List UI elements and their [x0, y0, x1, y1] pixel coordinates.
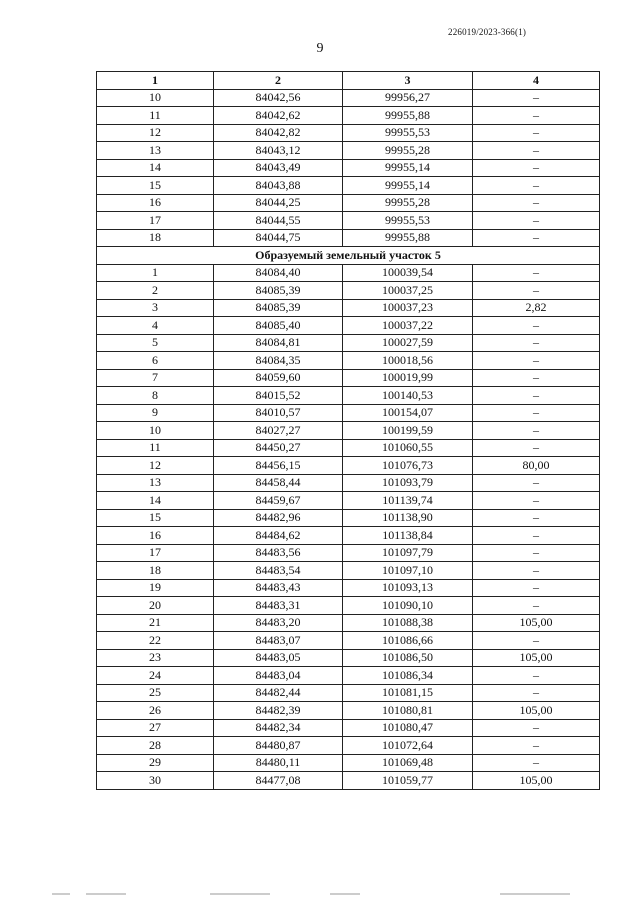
- table-row: [97, 159, 600, 177]
- table-row: [97, 597, 600, 615]
- cell-x-coordinate: 84482,44: [214, 684, 343, 702]
- cell-radius: –: [473, 684, 600, 702]
- cell-x-coordinate: 84015,52: [214, 387, 343, 405]
- table-row: [97, 719, 600, 737]
- cell-x-coordinate: 84042,56: [214, 89, 343, 107]
- cell-y-coordinate: 101076,73: [343, 457, 473, 475]
- cell-x-coordinate: 84044,75: [214, 229, 343, 247]
- section-title: Образуемый земельный участок 5: [97, 247, 600, 265]
- cell-y-coordinate: 101097,79: [343, 544, 473, 562]
- cell-point-number: 17: [97, 544, 214, 562]
- table-row: [97, 422, 600, 440]
- cell-y-coordinate: 101080,81: [343, 702, 473, 720]
- cell-x-coordinate: 84084,40: [214, 264, 343, 282]
- cell-point-number: 5: [97, 334, 214, 352]
- cell-x-coordinate: 84477,08: [214, 772, 343, 790]
- page-number: 9: [316, 41, 324, 56]
- cell-radius: –: [473, 107, 600, 125]
- table-row: [97, 264, 600, 282]
- cell-radius: –: [473, 544, 600, 562]
- cell-y-coordinate: 101069,48: [343, 754, 473, 772]
- cell-radius: –: [473, 89, 600, 107]
- cell-point-number: 26: [97, 702, 214, 720]
- cell-radius: –: [473, 264, 600, 282]
- cell-y-coordinate: 100140,53: [343, 387, 473, 405]
- cell-x-coordinate: 84459,67: [214, 492, 343, 510]
- cell-radius: –: [473, 369, 600, 387]
- cell-point-number: 18: [97, 562, 214, 580]
- table-row: [97, 282, 600, 300]
- cell-point-number: 9: [97, 404, 214, 422]
- cell-x-coordinate: 84042,82: [214, 124, 343, 142]
- cell-y-coordinate: 101088,38: [343, 614, 473, 632]
- table-row: [97, 89, 600, 107]
- cell-y-coordinate: 101086,50: [343, 649, 473, 667]
- cell-y-coordinate: 101090,10: [343, 597, 473, 615]
- cell-radius: –: [473, 212, 600, 230]
- cell-x-coordinate: 84458,44: [214, 474, 343, 492]
- cell-radius: –: [473, 737, 600, 755]
- cell-y-coordinate: 101059,77: [343, 772, 473, 790]
- cell-x-coordinate: 84450,27: [214, 439, 343, 457]
- cell-x-coordinate: 84010,57: [214, 404, 343, 422]
- cell-point-number: 4: [97, 317, 214, 335]
- cell-x-coordinate: 84085,39: [214, 299, 343, 317]
- cell-point-number: 20: [97, 597, 214, 615]
- table-row: [97, 562, 600, 580]
- cell-radius: –: [473, 317, 600, 335]
- table-row: [97, 492, 600, 510]
- cell-point-number: 10: [97, 89, 214, 107]
- cell-x-coordinate: 84484,62: [214, 527, 343, 545]
- cell-radius: –: [473, 422, 600, 440]
- table-row: [97, 124, 600, 142]
- cell-point-number: 12: [97, 124, 214, 142]
- cell-y-coordinate: 101086,66: [343, 632, 473, 650]
- cell-radius: –: [473, 352, 600, 370]
- cell-radius: –: [473, 632, 600, 650]
- cell-y-coordinate: 100037,25: [343, 282, 473, 300]
- cell-y-coordinate: 101060,55: [343, 439, 473, 457]
- cell-point-number: 15: [97, 509, 214, 527]
- cell-point-number: 11: [97, 439, 214, 457]
- cell-y-coordinate: 99955,53: [343, 212, 473, 230]
- table-row: [97, 299, 600, 317]
- table-row: [97, 457, 600, 475]
- cell-x-coordinate: 84483,43: [214, 579, 343, 597]
- cell-point-number: 17: [97, 212, 214, 230]
- table-row: [97, 737, 600, 755]
- cell-y-coordinate: 101097,10: [343, 562, 473, 580]
- cell-point-number: 8: [97, 387, 214, 405]
- cell-point-number: 13: [97, 474, 214, 492]
- table-row: [97, 667, 600, 685]
- cell-radius: 105,00: [473, 772, 600, 790]
- cell-point-number: 2: [97, 282, 214, 300]
- cell-x-coordinate: 84044,25: [214, 194, 343, 212]
- cell-point-number: 7: [97, 369, 214, 387]
- cell-x-coordinate: 84456,15: [214, 457, 343, 475]
- cell-y-coordinate: 99955,14: [343, 177, 473, 195]
- cell-radius: –: [473, 509, 600, 527]
- table-row: [97, 352, 600, 370]
- cell-x-coordinate: 84027,27: [214, 422, 343, 440]
- table-row: [97, 387, 600, 405]
- cell-point-number: 22: [97, 632, 214, 650]
- cell-y-coordinate: 101139,74: [343, 492, 473, 510]
- cell-x-coordinate: 84042,62: [214, 107, 343, 125]
- cell-y-coordinate: 101093,79: [343, 474, 473, 492]
- table-row: [97, 772, 600, 790]
- cell-x-coordinate: 84483,31: [214, 597, 343, 615]
- cell-point-number: 14: [97, 159, 214, 177]
- table-row: [97, 632, 600, 650]
- cell-radius: –: [473, 667, 600, 685]
- cell-y-coordinate: 101080,47: [343, 719, 473, 737]
- cell-point-number: 19: [97, 579, 214, 597]
- cell-radius: –: [473, 404, 600, 422]
- cell-point-number: 1: [97, 264, 214, 282]
- cell-point-number: 25: [97, 684, 214, 702]
- cell-radius: –: [473, 387, 600, 405]
- cell-point-number: 21: [97, 614, 214, 632]
- cell-radius: –: [473, 229, 600, 247]
- column-header-radius: 4: [473, 72, 600, 90]
- cell-point-number: 10: [97, 422, 214, 440]
- cell-y-coordinate: 100039,54: [343, 264, 473, 282]
- table-row: [97, 527, 600, 545]
- cell-radius: –: [473, 492, 600, 510]
- cell-x-coordinate: 84043,49: [214, 159, 343, 177]
- cell-x-coordinate: 84085,39: [214, 282, 343, 300]
- column-header-x: 2: [214, 72, 343, 90]
- cell-radius: 105,00: [473, 649, 600, 667]
- cell-point-number: 6: [97, 352, 214, 370]
- cell-x-coordinate: 84482,96: [214, 509, 343, 527]
- document-number: 226019/2023-366(1): [448, 27, 527, 37]
- table-row: [97, 369, 600, 387]
- cell-x-coordinate: 84043,88: [214, 177, 343, 195]
- cell-x-coordinate: 84084,35: [214, 352, 343, 370]
- cell-radius: –: [473, 124, 600, 142]
- section-row: [97, 247, 600, 265]
- cell-point-number: 13: [97, 142, 214, 160]
- cell-point-number: 28: [97, 737, 214, 755]
- cell-point-number: 30: [97, 772, 214, 790]
- cell-point-number: 29: [97, 754, 214, 772]
- cell-y-coordinate: 100037,22: [343, 317, 473, 335]
- cell-radius: –: [473, 159, 600, 177]
- cell-y-coordinate: 100154,07: [343, 404, 473, 422]
- table-row: [97, 649, 600, 667]
- cell-radius: –: [473, 439, 600, 457]
- cell-y-coordinate: 100199,59: [343, 422, 473, 440]
- table-row: [97, 614, 600, 632]
- cell-point-number: 11: [97, 107, 214, 125]
- table-row: [97, 212, 600, 230]
- cell-point-number: 27: [97, 719, 214, 737]
- table-body: [97, 89, 600, 789]
- table-row: [97, 579, 600, 597]
- cell-x-coordinate: 84085,40: [214, 317, 343, 335]
- cell-radius: –: [473, 142, 600, 160]
- cell-y-coordinate: 99955,28: [343, 194, 473, 212]
- cell-x-coordinate: 84483,07: [214, 632, 343, 650]
- cell-x-coordinate: 84043,12: [214, 142, 343, 160]
- table-row: [97, 474, 600, 492]
- table-row: [97, 702, 600, 720]
- cell-x-coordinate: 84044,55: [214, 212, 343, 230]
- page-footer-faint-text: [0, 893, 640, 901]
- cell-x-coordinate: 84480,11: [214, 754, 343, 772]
- table-row: [97, 229, 600, 247]
- column-header-y: 3: [343, 72, 473, 90]
- cell-x-coordinate: 84084,81: [214, 334, 343, 352]
- cell-radius: –: [473, 527, 600, 545]
- cell-y-coordinate: 101081,15: [343, 684, 473, 702]
- cell-radius: –: [473, 579, 600, 597]
- cell-radius: –: [473, 334, 600, 352]
- cell-radius: 80,00: [473, 457, 600, 475]
- table-row: [97, 142, 600, 160]
- cell-radius: –: [473, 597, 600, 615]
- cell-radius: –: [473, 282, 600, 300]
- cell-x-coordinate: 84483,54: [214, 562, 343, 580]
- table-header-row: [97, 72, 600, 90]
- cell-x-coordinate: 84480,87: [214, 737, 343, 755]
- table-row: [97, 177, 600, 195]
- cell-y-coordinate: 101072,64: [343, 737, 473, 755]
- cell-radius: –: [473, 754, 600, 772]
- cell-radius: 2,82: [473, 299, 600, 317]
- cell-x-coordinate: 84059,60: [214, 369, 343, 387]
- table-row: [97, 334, 600, 352]
- table-row: [97, 404, 600, 422]
- cell-x-coordinate: 84483,04: [214, 667, 343, 685]
- cell-y-coordinate: 100018,56: [343, 352, 473, 370]
- cell-x-coordinate: 84483,20: [214, 614, 343, 632]
- table-row: [97, 754, 600, 772]
- cell-y-coordinate: 101138,84: [343, 527, 473, 545]
- table-row: [97, 194, 600, 212]
- cell-x-coordinate: 84482,34: [214, 719, 343, 737]
- cell-y-coordinate: 101086,34: [343, 667, 473, 685]
- column-header-point: 1: [97, 72, 214, 90]
- cell-point-number: 14: [97, 492, 214, 510]
- cell-radius: –: [473, 719, 600, 737]
- table-row: [97, 544, 600, 562]
- cell-y-coordinate: 99955,88: [343, 229, 473, 247]
- table-row: [97, 317, 600, 335]
- cell-y-coordinate: 99956,27: [343, 89, 473, 107]
- cell-radius: –: [473, 474, 600, 492]
- cell-y-coordinate: 99955,53: [343, 124, 473, 142]
- table-row: [97, 509, 600, 527]
- cell-point-number: 3: [97, 299, 214, 317]
- cell-x-coordinate: 84482,39: [214, 702, 343, 720]
- cell-point-number: 18: [97, 229, 214, 247]
- cell-y-coordinate: 101138,90: [343, 509, 473, 527]
- cell-x-coordinate: 84483,05: [214, 649, 343, 667]
- cell-point-number: 24: [97, 667, 214, 685]
- cell-y-coordinate: 100027,59: [343, 334, 473, 352]
- cell-y-coordinate: 101093,13: [343, 579, 473, 597]
- cell-y-coordinate: 99955,88: [343, 107, 473, 125]
- table-row: [97, 439, 600, 457]
- cell-radius: –: [473, 194, 600, 212]
- coordinates-table: [96, 71, 600, 790]
- table-row: [97, 684, 600, 702]
- cell-point-number: 16: [97, 194, 214, 212]
- cell-y-coordinate: 99955,14: [343, 159, 473, 177]
- cell-point-number: 16: [97, 527, 214, 545]
- cell-point-number: 15: [97, 177, 214, 195]
- cell-point-number: 23: [97, 649, 214, 667]
- cell-radius: –: [473, 562, 600, 580]
- table-row: [97, 107, 600, 125]
- cell-radius: 105,00: [473, 614, 600, 632]
- cell-radius: 105,00: [473, 702, 600, 720]
- cell-radius: –: [473, 177, 600, 195]
- cell-y-coordinate: 100019,99: [343, 369, 473, 387]
- cell-x-coordinate: 84483,56: [214, 544, 343, 562]
- cell-point-number: 12: [97, 457, 214, 475]
- cell-y-coordinate: 100037,23: [343, 299, 473, 317]
- cell-y-coordinate: 99955,28: [343, 142, 473, 160]
